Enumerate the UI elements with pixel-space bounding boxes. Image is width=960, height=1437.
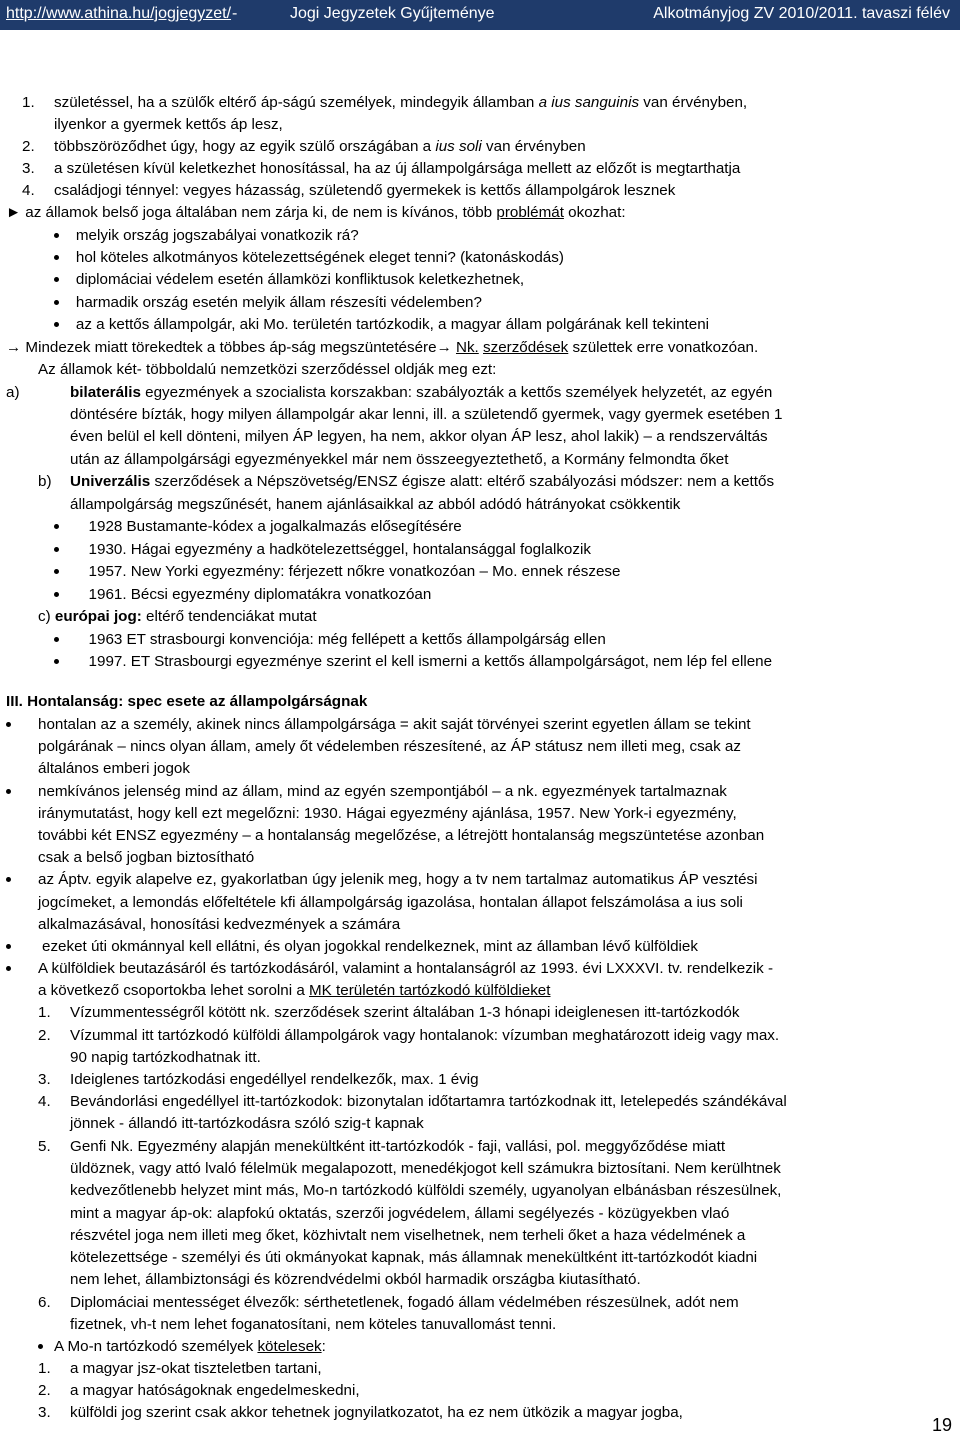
text-line: ► az államok belső joga általában nem zárja ki, de nem is kívános, több problémát okozhat:	[6, 204, 626, 221]
text-line: ilyenkor a gyermek kettős áp lesz,	[54, 116, 283, 133]
text-line: c) európai jog: eltérő tendenciákat mutat	[38, 608, 317, 625]
list-number: 4.	[22, 182, 35, 199]
bullet-item: diplomáciai védelem esetén államközi konfliktusok keletkezhetnek,	[54, 270, 524, 290]
bullet-icon	[54, 255, 59, 260]
bullet-icon	[54, 524, 59, 529]
bullet-item: 1963 ET strasbourgi konvenciója: még fellépett a kettős állampolgárság ellen	[54, 630, 606, 650]
text-line: csak a belső jogban biztosítható	[38, 849, 255, 866]
text-line: részvétel joga nem illeti meg őket, közhivtalt nem viselhetnek, nem terheli őket a haza védelmének a	[70, 1227, 746, 1244]
bullet-item: hol köteles alkotmányos kötelezettségének eleget tenni? (katonáskodás)	[54, 248, 564, 268]
site-link[interactable]: http://www.athina.hu/jogjegyzet/	[6, 5, 232, 22]
page-header	[0, 0, 960, 30]
bullet-icon	[54, 659, 59, 664]
text-line: bilaterális egyezmények a szocialista korszakban: szabályozták a kettős személyek helyzetét, az egyén	[70, 384, 773, 401]
bullet-item: melyik ország jogszabályai vonatkozik rá?	[54, 226, 359, 246]
text-line: kedvezőtlenebb helyzet mint más, Mo-n tartózkodó külföldi személy, ugyanolyan elbánásban részesülnek,	[70, 1182, 782, 1199]
bullet-icon	[54, 300, 59, 305]
list-number: 3.	[38, 1071, 51, 1088]
text-line: jönnek - állandó itt-tartózkodásra szóló szig-t kapnak	[70, 1115, 424, 1132]
text-line: általános emberi jogok	[38, 760, 190, 777]
arrow-icon: →	[6, 339, 22, 356]
text-line: Bevándorlási engedéllyel itt-tartózkodok: bizonytalan időtartamra tartózkodnak itt, letelepedés szándékával	[70, 1093, 787, 1110]
text-line: polgárának – nincs olyan állam, amely őt védelemben részesítené, az ÁP státusz nem illeti meg, csak az	[38, 738, 741, 755]
list-label: b)	[38, 473, 52, 490]
bullet-icon	[6, 715, 11, 735]
bullet-item: 1930. Hágai egyezmény a hadkötelezettséggel, hontalansággal foglalkozik	[54, 540, 591, 560]
bullet-item: az a kettős állampolgár, aki Mo. területén tartózkodik, a magyar állam polgárának kell tekinteni	[54, 315, 709, 335]
text-line: A külföldiek beutazásáról és tartózkodásáról, valamint a hontalanságról az 1993. évi LXXXVI. tv. rendelkezik -	[38, 960, 774, 977]
text-line: iránymutatást, hogy kell ezt megelőzni: 1930. Hágai egyezmény ajánlása, 1957. New York-i egyezmény,	[38, 805, 737, 822]
bullet-icon	[38, 1337, 43, 1357]
text-line: Az államok két- többoldalú nemzetközi szerződéssel oldják meg ezt:	[38, 361, 497, 378]
text-line: hontalan az a személy, akinek nincs állampolgársága = akit saját törvényei szerint egyetlen állam se tekint	[38, 716, 751, 733]
text-line: nemkívános jelenség mind az állam, mind az egyén szempontjából – a nk. egyezmények tartalmaznak	[38, 783, 727, 800]
text-line: külföldi jog szerint csak akkor tehetnek jognyilatkozatot, ha ez nem ütközik a magyar jogba,	[70, 1404, 683, 1421]
text-line: alkalmazásával, honosítási kedvezmények a számára	[38, 916, 401, 933]
text-line: éven belül el kell dönteni, milyen ÁP legyen, ha nem, akkor olyan ÁP lesz, ahol lakik) – a rendszerváltás	[70, 428, 768, 445]
text-line: a következő csoportokba lehet sorolni a MK területén tartózkodó külföldieket	[38, 982, 551, 999]
bullet-item: 1928 Bustamante-kódex a jogalkalmazás elősegítésére	[54, 517, 462, 537]
bullet-icon	[54, 592, 59, 597]
text-line: A Mo-n tartózkodó személyek kötelesek:	[54, 1338, 326, 1355]
list-number: 1.	[38, 1004, 51, 1021]
text-line: nem lehet, állambiztonsági és közrendvédelmi okból harmadik országba kiutasítható.	[70, 1271, 641, 1288]
list-number: 6.	[38, 1294, 51, 1311]
bullet-icon	[6, 870, 11, 890]
text-line: a magyar jsz-okat tiszteletben tartani,	[70, 1360, 322, 1377]
list-number: 1.	[38, 1360, 51, 1377]
bullet-icon	[54, 233, 59, 238]
arrow-icon: ►	[6, 204, 22, 221]
text-line: jogcímeket, a lemondás előfeltétele kfi állampolgárság igazolása, hontalan állapot felszámolása a ius soli	[38, 894, 743, 911]
list-number: 2.	[22, 138, 35, 155]
list-number: 3.	[38, 1404, 51, 1421]
section-heading: III. Hontalanság: spec esete az állampolgárságnak	[6, 693, 368, 710]
text-line: Ideiglenes tartózkodási engedéllyel rendelkezők, max. 1 évig	[70, 1071, 479, 1088]
list-number: 2.	[38, 1382, 51, 1399]
bullet-icon	[6, 782, 11, 802]
arrow-icon: →	[436, 339, 452, 356]
text-line: fizetnek, vh-t nem lehet foganatosítani, nem köteles tanuvallomást tenni.	[70, 1316, 557, 1333]
text-line: további két ENSZ egyezmény – a hontalanság megelőzése, a létrejött hontalanság megszüntetése azonban	[38, 827, 765, 844]
bullet-icon	[54, 322, 59, 327]
text-line: 90 napig tartózkodhatnak itt.	[70, 1049, 261, 1066]
text-line: születéssel, ha a szülők eltérő áp-ságú személyek, mindegyik államban a ius sanguinis van érvényben,	[54, 94, 748, 111]
course-title: Alkotmányjog ZV 2010/2011. tavaszi félév	[653, 5, 950, 22]
text-line: a születésen kívül keletkezhet honosítással, ha az új állampolgársága mellett az előzőt is megtarthatja	[54, 160, 741, 177]
text-line: döntésére bízták, hogy milyen állampolgár akar lenni, ill. a születendő gyermek, vagy gyermek esetében 1	[70, 406, 783, 423]
bullet-item: 1957. New Yorki egyezmény: férjezett nőkre vonatkozóan – Mo. ennek részese	[54, 562, 620, 582]
text-line: Diplomáciai mentességet élvezők: sérthetetlenek, fogadó állam védelmében részesülnek, adót nem	[70, 1294, 739, 1311]
list-number: 2.	[38, 1027, 51, 1044]
text-line: kötelezettsége - személyi és úti okmányokat kapnak, más államnak menekültként itt-tartózkodót kiadni	[70, 1249, 758, 1266]
list-number: 5.	[38, 1138, 51, 1155]
bullet-icon	[54, 547, 59, 552]
bullet-item: 1997. ET Strasbourgi egyezménye szerint el kell ismerni a kettős állampolgárságot, nem lép fel ellene	[54, 652, 772, 672]
bullet-icon	[54, 637, 59, 642]
text-line: Genfi Nk. Egyezmény alapján menekültként itt-tartózkodók - faji, vallási, pol. meggyőződése miatt	[70, 1138, 726, 1155]
bullet-icon	[6, 937, 11, 957]
bullet-item: harmadik ország esetén melyik állam részesíti védelemben?	[54, 293, 482, 313]
text-line: → Mindezek miatt törekedtek a többes áp-ság megszüntetésére→ Nk. szerződések születtek erre vonatkozóan.	[6, 339, 759, 356]
text-line: Univerzális szerződések a Népszövetség/ENSZ égisze alatt: eltérő szabályozási módszer: nem a kettős	[70, 473, 775, 490]
text-line: mint a magyar áp-ok: alapfokú oktatás, szerzői jogvédelem, állami segélyezés - közügyekben vlaó	[70, 1205, 730, 1222]
text-line: Vízummentességről kötött nk. szerződések szerint általában 1-3 hónapi ideiglenesen itt-tartózkodók	[70, 1004, 740, 1021]
text-line: Vízummal itt tartózkodó külföldi állampolgárok vagy hontalanok: vízumban meghatározott ideig vagy max.	[70, 1027, 780, 1044]
text-line: családjogi ténnyel: vegyes házasság, születendő gyermekek is kettős állampolgárok lesznek	[54, 182, 676, 199]
bullet-icon	[6, 959, 11, 979]
text-line: többszöröződhet úgy, hogy az egyik szülő országában a ius soli van érvényben	[54, 138, 586, 155]
list-number: 3.	[22, 160, 35, 177]
list-number: 1.	[22, 94, 35, 111]
page-number: 19	[932, 1415, 953, 1435]
text-line: ezeket úti okmánnyal kell ellátni, és olyan jogokkal rendelkeznek, mint az államban lévő külföldiek	[42, 938, 698, 955]
bullet-icon	[54, 277, 59, 282]
collection-title: Jogi Jegyzetek Gyűjteménye	[290, 5, 495, 22]
list-number: 4.	[38, 1093, 51, 1110]
text-line: a magyar hatóságoknak engedelmeskedni,	[70, 1382, 360, 1399]
bullet-icon	[54, 569, 59, 574]
text-line: után az állampolgársági egyezményekkel már nem összeegyeztethető, a Kormány felmondta őket	[70, 451, 729, 468]
text-line: az Áptv. egyik alapelve ez, gyakorlatban úgy jelenik meg, hogy a tv nem tartalmaz automatikus ÁP vesztési	[38, 871, 758, 888]
bullet-item: 1961. Bécsi egyezmény diplomatákra vonatkozóan	[54, 585, 431, 605]
header-separator: -	[232, 5, 238, 22]
list-label: a)	[6, 384, 20, 401]
text-line: üldöznek, vagy attó lvaló félelmük megalapozott, menedékjogot kell számukra biztosítani. Nem kerülhtnek	[70, 1160, 781, 1177]
text-line: állampolgárság megszűnését, hanem ajánlásaikkal az abból adódó hátrányokat csökkentik	[70, 496, 681, 513]
